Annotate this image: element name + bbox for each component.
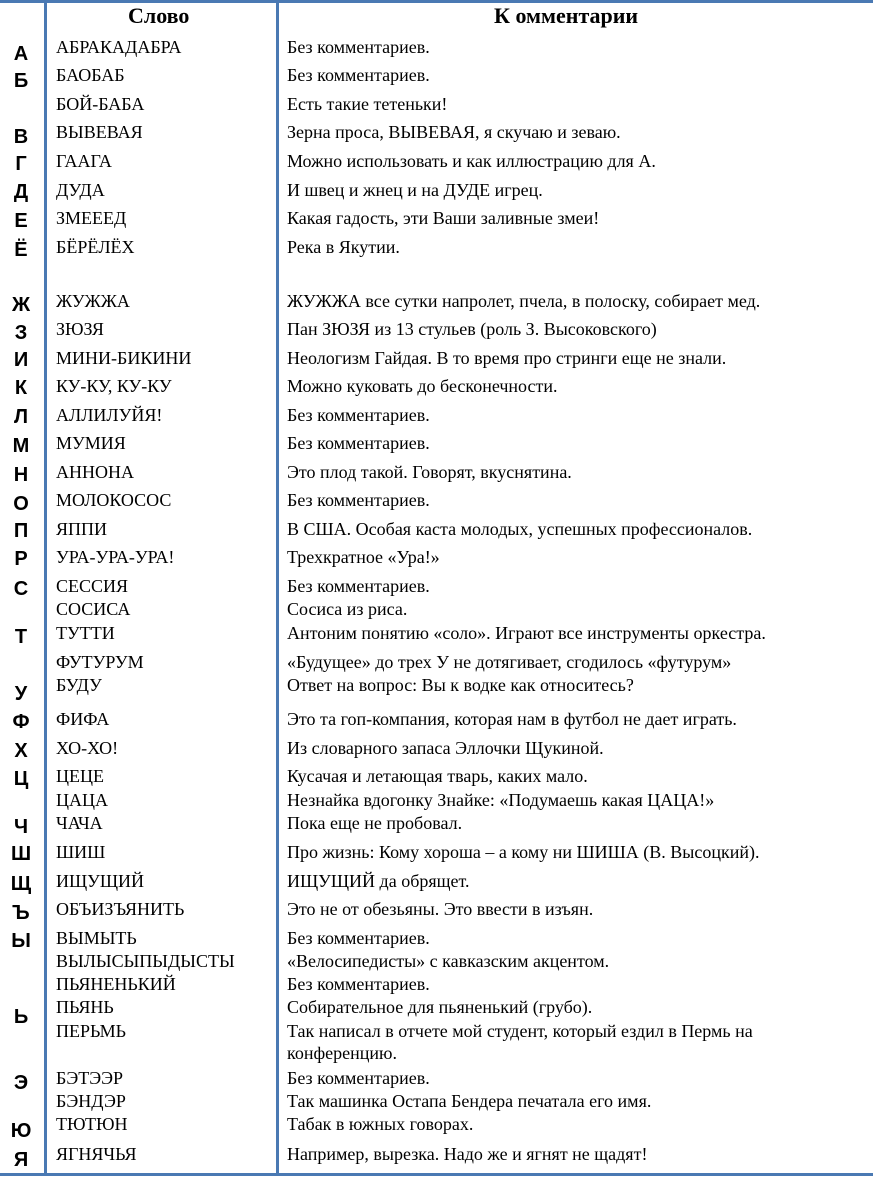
comment-cell: Это плод такой. Говорят, вкуснятина. [287,462,572,482]
comment-cell: И швец и жнец и на ДУДЕ игрец. [287,180,543,200]
word-column-divider [276,0,279,1176]
word-cell: ОБЪИЗЪЯНИТЬ [56,899,185,919]
letter: Э [13,1072,29,1094]
word-cell: СОСИСА [56,599,131,619]
word-cell: БОЙ-БАБА [56,94,145,114]
word-cell: ЯГНЯЧЬЯ [56,1144,137,1164]
comment-cell: Без комментариев. [287,405,430,425]
letter: Ж [11,294,31,316]
comment-cell: Без комментариев. [287,928,430,948]
comment-cell: Кусачая и летающая тварь, каких мало. [287,766,588,786]
word-cell: АННОНА [56,462,134,482]
letter: Щ [10,873,32,895]
letter: Ъ [12,902,30,924]
comment-cell: Есть такие тетеньки! [287,94,448,114]
comment-cell: Трехкратное «Ура!» [287,547,440,567]
comment-cell: «Велосипедисты» с кавказским акцентом. [287,951,610,971]
word-cell: ЦЕЦЕ [56,766,104,786]
word-cell: УРА-УРА-УРА! [56,547,175,567]
comment-cell: ИЩУЩИЙ да обрящет. [287,871,470,891]
word-cell: МОЛОКОСОС [56,490,172,510]
comment-cell: Это не от обезьяны. Это ввести в изъян. [287,899,594,919]
comment-cell: Какая гадость, эти Ваши заливные змеи! [287,208,600,228]
letter: А [13,43,29,65]
header-comment: К омментарии [494,3,639,28]
comment-cell: Незнайка вдогонку Знайке: «Подумаешь какая ЦАЦА!» [287,790,715,810]
comment-cell: ЖУЖЖА все сутки напролет, пчела, в полоску, собирает мед. [287,291,761,311]
word-cell: ЦАЦА [56,790,108,810]
comment-cell: Пан ЗЮЗЯ из 13 стульев (роль З. Высоковского) [287,319,657,339]
comment-cell: Неологизм Гайдая. В то время про стринги еще не знали. [287,348,727,368]
letter: Ы [11,930,31,952]
letter: Б [13,70,29,92]
comment-cell: Так машинка Остапа Бендера печатала его имя. [287,1091,652,1111]
word-cell: ВЫВЕВАЯ [56,122,143,142]
letter: Ц [13,768,29,790]
letter: Т [14,626,28,648]
comment-cell: Без комментариев. [287,576,430,596]
comment-cell: Без комментариев. [287,433,430,453]
letter: Д [13,181,29,203]
word-cell: ШИШ [56,842,106,862]
word-cell: БЭТЭЭР [56,1068,123,1088]
letter: Ф [12,711,30,733]
comment-cell: Без комментариев. [287,37,430,57]
word-cell: АБРАКАДАБРА [56,37,182,57]
word-cell: ДУДА [56,180,105,200]
comment-cell: Собирательное для пьяненький (грубо). [287,997,593,1017]
comment-cell: Ответ на вопрос: Вы к водке как относитесь? [287,675,634,695]
comment-cell: «Будущее» до трех У не дотягивает, сгодилось «футурум» [287,652,732,672]
word-cell: ФИФА [56,709,110,729]
letter: Ю [10,1120,32,1142]
word-cell: ИЩУЩИЙ [56,871,145,891]
bottom-border [0,1173,873,1176]
comment-cell: В США. Особая каста молодых, успешных профессионалов. [287,519,753,539]
word-cell: ПЬЯНЬ [56,997,114,1017]
word-cell: АЛЛИЛУЙЯ! [56,405,163,425]
letter: К [14,377,28,399]
letter: Г [15,153,27,175]
word-cell: ВЫМЫТЬ [56,928,137,948]
comment-cell: Пока еще не пробовал. [287,813,463,833]
word-cell: СЕССИЯ [56,576,129,596]
word-cell: ХО-ХО! [56,738,119,758]
letter: Ё [14,239,28,261]
comment-cell: Можно куковать до бесконечности. [287,376,558,396]
word-cell: БУДУ [56,675,102,695]
comment-cell: Река в Якутии. [287,237,400,257]
letter: С [13,578,29,600]
letter: Ш [10,843,32,865]
letter: Я [13,1149,29,1171]
letter: И [13,349,29,371]
word-cell: ЗЮЗЯ [56,319,104,339]
word-cell: БЁРЁЛЁХ [56,237,135,257]
word-cell: ТУТТИ [56,623,115,643]
word-cell: ПЬЯНЕНЬКИЙ [56,974,176,994]
comment-cell: Без комментариев. [287,1068,430,1088]
comment-cell: Зерна проса, ВЫВЕВАЯ, я скучаю и зеваю. [287,122,621,142]
word-cell: МИНИ-БИКИНИ [56,348,192,368]
letter: О [13,493,29,515]
letter: З [14,322,28,344]
letter: У [14,683,28,705]
comment-cell: Можно использовать и как иллюстрацию для А. [287,151,656,171]
comment-cell: Из словарного запаса Эллочки Щукиной. [287,738,604,758]
word-cell: ЯППИ [56,519,108,539]
letter: Н [13,464,29,486]
letter: М [12,435,30,457]
word-cell: ТЮТЮН [56,1114,128,1134]
word-cell: БАОБАБ [56,65,125,85]
letter: В [13,126,29,148]
word-cell: ЧАЧА [56,813,103,833]
word-cell: ГААГА [56,151,112,171]
word-cell: БЭНДЭР [56,1091,126,1111]
comment-cell: Это та гоп-компания, которая нам в футбол не дает играть. [287,709,737,729]
letter: Е [14,210,28,232]
comment-cell: Без комментариев. [287,65,430,85]
letter: Р [14,548,28,570]
comment-cell: Табак в южных говорах. [287,1114,474,1134]
letter-column-divider [44,0,47,1176]
letter: П [13,520,29,542]
letter: Ь [13,1006,29,1028]
comment-cell: Сосиса из риса. [287,599,408,619]
word-cell: КУ-КУ, КУ-КУ [56,376,172,396]
comment-cell: Антоним понятию «соло». Играют все инструменты оркестра. [287,623,766,643]
letter: Л [13,406,29,428]
word-cell: ПЕРЬМЬ [56,1021,126,1041]
word-cell: ВЫЛЫСЫПЫДЫСТЫ [56,951,235,971]
comment-cell: Например, вырезка. Надо же и ягнят не щадят! [287,1144,648,1164]
letter: Х [14,740,28,762]
word-cell: МУМИЯ [56,433,126,453]
header-word: Слово [128,3,190,28]
letter: Ч [13,816,29,838]
comment-cell: Так написал в отчете мой студент, который ездил в Пермь на конференцию. [287,1021,753,1063]
word-cell: ЖУЖЖА [56,291,130,311]
word-cell: ФУТУРУМ [56,652,144,672]
word-cell: ЗМЕЕЕД [56,208,127,228]
comment-cell: Про жизнь: Кому хороша – а кому ни ШИША (В. Высоцкий). [287,842,760,862]
comment-cell: Без комментариев. [287,490,430,510]
comment-cell: Без комментариев. [287,974,430,994]
